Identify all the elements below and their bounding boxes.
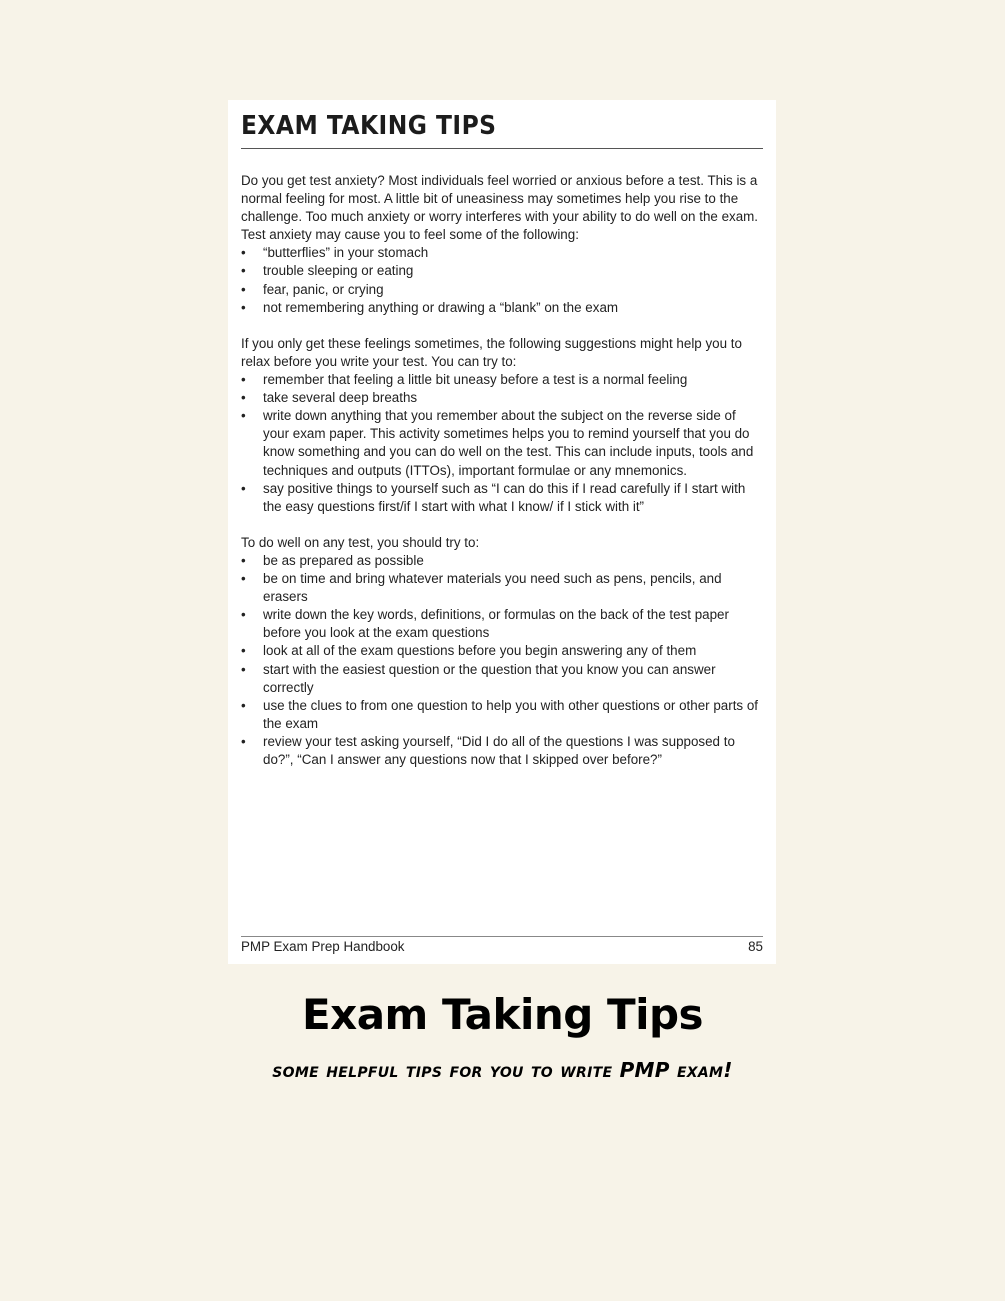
success-tips-list <box>241 552 763 769</box>
caption-title: Exam Taking Tips <box>301 990 704 1039</box>
list-item: • remember that feeling a little bit uneasy before a test is a normal feeling <box>241 371 763 389</box>
title-divider <box>241 148 763 149</box>
footer-divider <box>241 936 763 937</box>
list-item: • fear, panic, or crying <box>241 281 763 299</box>
relax-tips-list <box>241 371 763 516</box>
page-title: EXAM TAKING TIPS <box>241 111 497 141</box>
symptoms-list <box>241 244 763 316</box>
page-body <box>241 172 763 769</box>
list-item: • be as prepared as possible <box>241 552 763 570</box>
list-item: • “butterflies” in your stomach <box>241 244 763 262</box>
list-item: • say positive things to yourself such as “I can do this if I read carefully if I start with the easy questions first/if I start with what I know/ if I stick with it” <box>241 480 763 516</box>
list-item: • start with the easiest question or the question that you know you can answer correctly <box>241 661 763 697</box>
intro-paragraph: Do you get test anxiety? Most individuals feel worried or anxious before a test. This is a normal feeling for most. A little bit of uneasiness may sometimes help you rise to the challenge. Too much anxiety or worry interferes with your ability to do well on the exam. Test anxiety may cause you to feel some of the following: <box>241 173 759 243</box>
caption-subtitle: some helpful tips for you to write PMP exam! <box>272 1058 733 1082</box>
list-item: • write down anything that you remember about the subject on the reverse side of your exam paper. This activity sometimes helps you to remind yourself that you do know something and you can do well on the test. This can include inputs, tools and techniques and outputs (ITTOs), important formulae or any mnemonics. <box>241 407 763 479</box>
list-item: • review your test asking yourself, “Did I do all of the questions I was supposed to do?”, “Can I answer any questions now that I skipped over before?” <box>241 733 763 769</box>
success-paragraph: To do well on any test, you should try to: <box>241 534 480 550</box>
footer-book-title: PMP Exam Prep Handbook <box>241 939 405 954</box>
page-number: 85 <box>748 939 763 954</box>
list-item: • look at all of the exam questions before you begin answering any of them <box>241 642 763 660</box>
list-item: • take several deep breaths <box>241 389 763 407</box>
handbook-page <box>228 100 776 964</box>
list-item: • be on time and bring whatever materials you need such as pens, pencils, and erasers <box>241 570 763 606</box>
list-item: • use the clues to from one question to help you with other questions or other parts of the exam <box>241 697 763 733</box>
list-item: • write down the key words, definitions, or formulas on the back of the test paper before you look at the exam questions <box>241 606 763 642</box>
list-item: • trouble sleeping or eating <box>241 262 763 280</box>
relax-paragraph: If you only get these feelings sometimes, the following suggestions might help you to relax before you write your test. You can try to: <box>241 335 742 369</box>
page-footer <box>241 939 763 954</box>
list-item: • not remembering anything or drawing a “blank” on the exam <box>241 299 763 317</box>
